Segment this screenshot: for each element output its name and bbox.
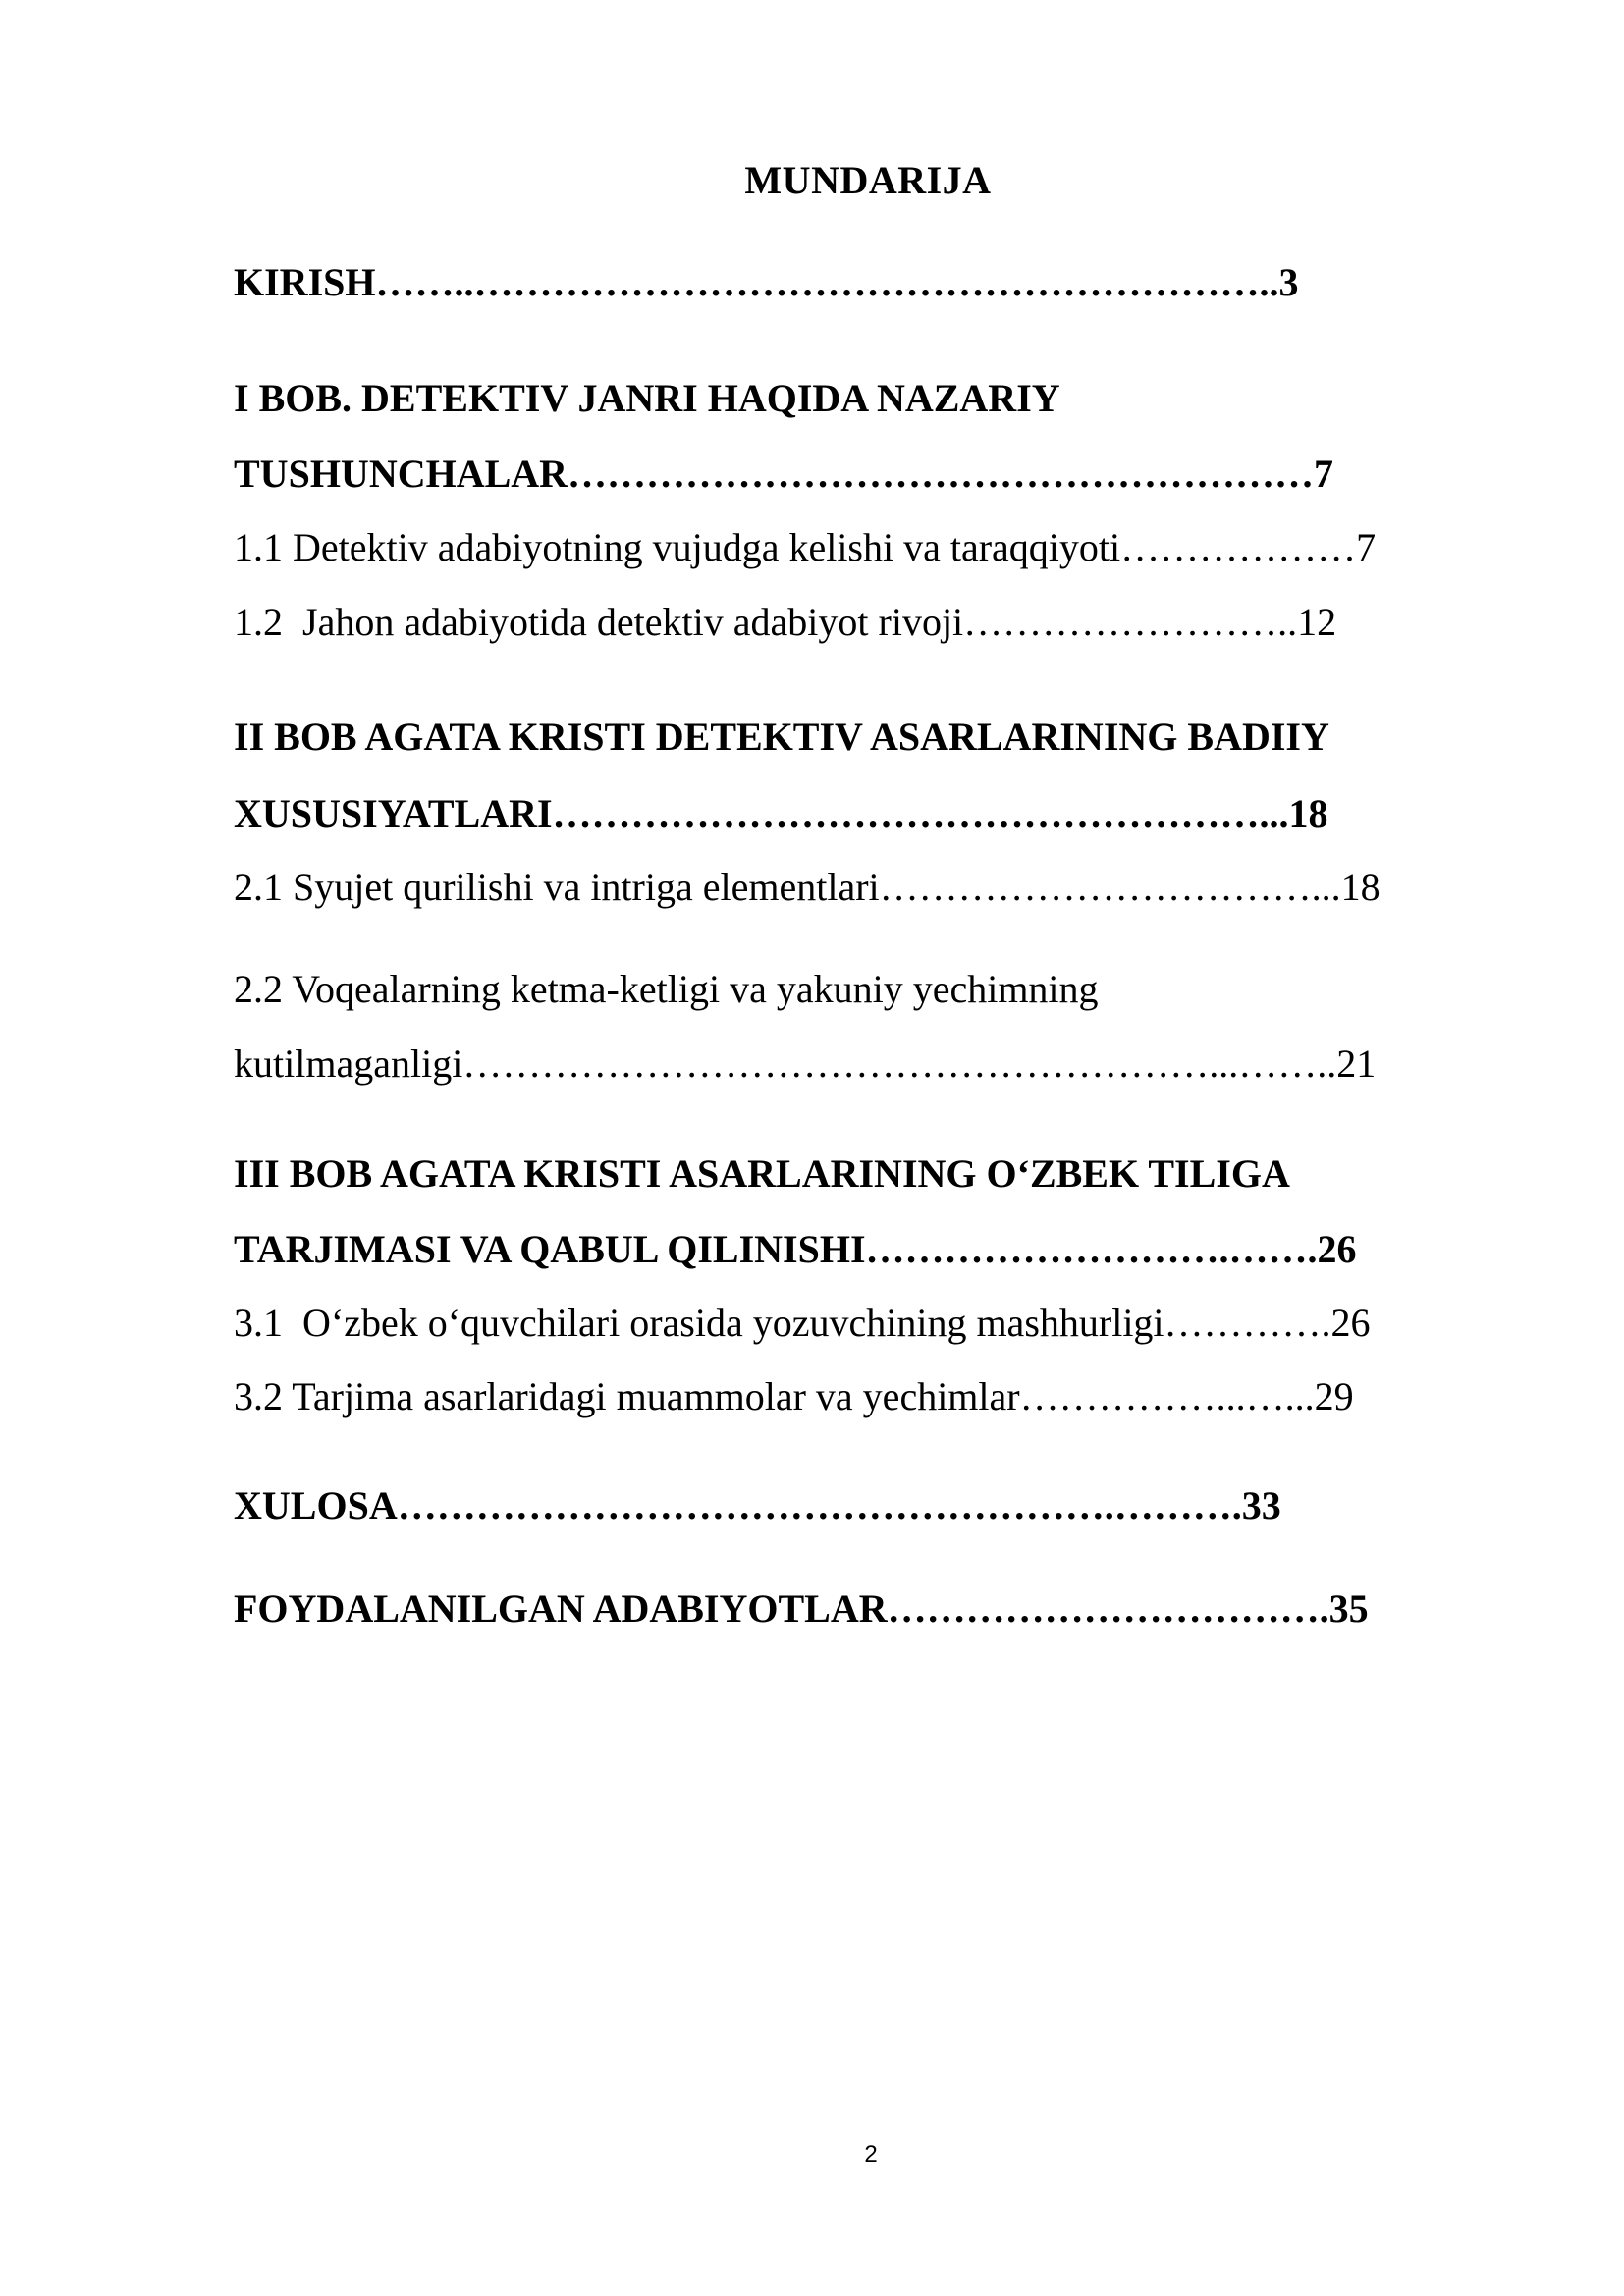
- toc-entry-section-1-1: 1.1 Detektiv adabiyotning vujudga kelishi va taraqqiyoti………………7: [234, 525, 1377, 569]
- toc-entry-bob2-heading: II BOB AGATA KRISTI DETEKTIV ASARLARINING BADIIY: [234, 715, 1329, 759]
- toc-entry-bob3-heading: III BOB AGATA KRISTI ASARLARINING O‘ZBEK TILIGA: [234, 1151, 1290, 1196]
- toc-entry-section-2-2-cont: kutilmaganligi…………………………………………………...……..21: [234, 1041, 1377, 1086]
- toc-entry-kirish: KIRISH……..……………………………………………………..3: [234, 260, 1299, 304]
- page-title: MUNDARIJA: [744, 158, 992, 202]
- toc-entry-bob2-heading-cont: XUSUSIYATLARI………………………………………………...18: [234, 791, 1328, 835]
- page-number: 2: [864, 2141, 878, 2167]
- toc-entry-section-3-1: 3.1 O‘zbek o‘quvchilari orasida yozuvchining mashhurligi………….26: [234, 1301, 1371, 1345]
- toc-entry-bob1-heading-cont: TUSHUNCHALAR…………………………………………………7: [234, 452, 1334, 496]
- toc-entry-adabiyotlar: FOYDALANILGAN ADABIYOTLAR…………………………….35: [234, 1586, 1369, 1630]
- toc-entry-section-2-2: 2.2 Voqealarning ketma-ketligi va yakuniy yechimning: [234, 967, 1099, 1011]
- toc-entry-section-2-1: 2.1 Syujet qurilishi va intriga elementlari……………………………...18: [234, 865, 1380, 909]
- toc-entry-bob1-heading: I BOB. DETEKTIV JANRI HAQIDA NAZARIY: [234, 376, 1060, 420]
- toc-entry-section-3-2: 3.2 Tarjima asarlaridagi muammolar va yechimlar……………...…...29: [234, 1374, 1354, 1418]
- toc-entry-bob3-heading-cont: TARJIMASI VA QABUL QILINISHI……………………….…….26: [234, 1227, 1357, 1271]
- toc-entry-xulosa: XULOSA……………………………………………….……….33: [234, 1483, 1281, 1527]
- toc-entry-section-1-2: 1.2 Jahon adabiyotida detektiv adabiyot rivoji……………………..12: [234, 600, 1337, 644]
